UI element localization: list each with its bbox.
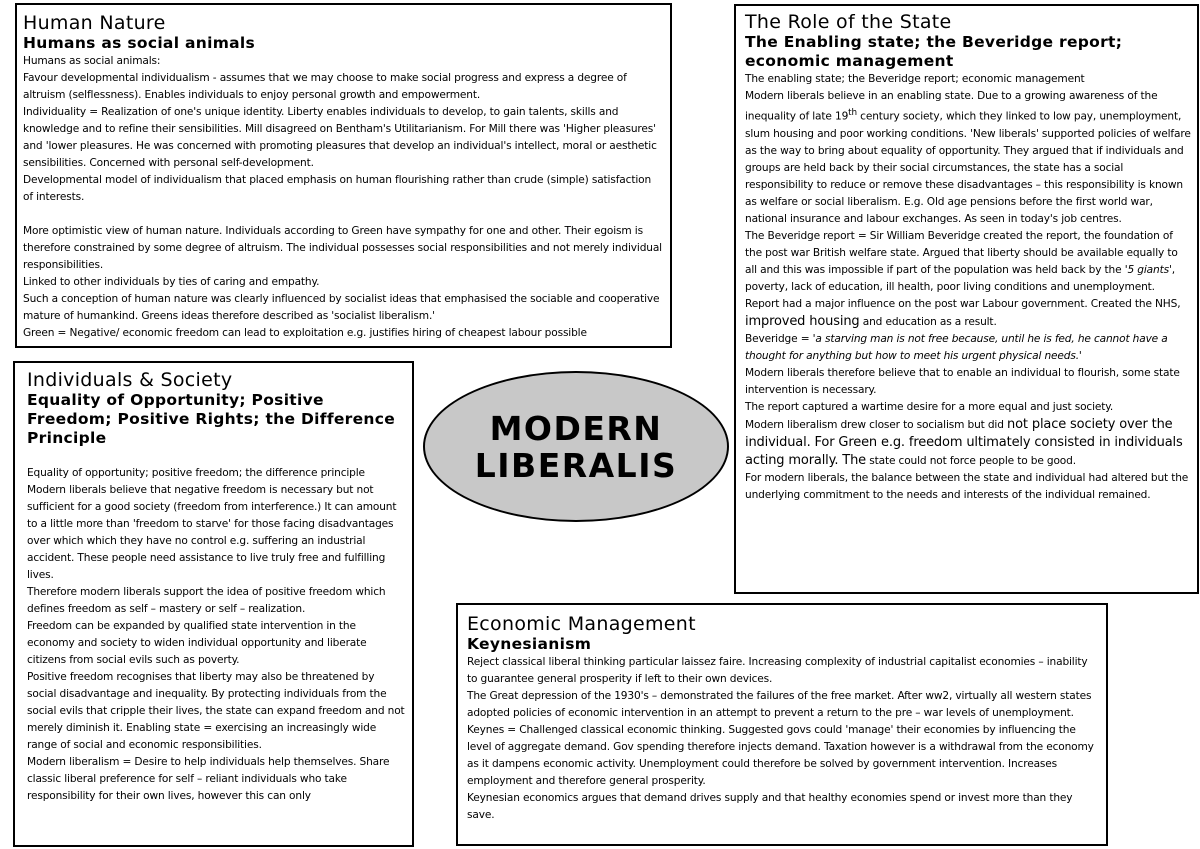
paragraph: Freedom can be expanded by qualified state intervention in the economy and society to widen individual opportunity and liberate citizens from social evils such as poverty.	[27, 620, 367, 666]
large-text: improved housing	[745, 313, 860, 329]
human-nature-title: Human Nature	[23, 12, 166, 34]
paragraph: Modern liberalism = Desire to help individuals help themselves. Share classic liberal preference for self – reliant individuals who take responsibility for their own lives, however this can only	[27, 756, 390, 802]
economic-management-title: Economic Management	[467, 613, 696, 635]
paragraph: Keynesian economics argues that demand drives supply and that healthy economies spend or invest more than they save.	[467, 792, 1073, 821]
paragraph	[745, 228, 1192, 331]
italic-quote: a starving man is not free because, until he is fed, he cannot have a thought for anything but how to meet his urgent physical needs.	[745, 332, 1168, 362]
paragraph	[745, 88, 1192, 228]
text-run: Beveridge = '	[745, 332, 816, 345]
central-topic-title: MODERN LIBERALIS	[474, 408, 678, 485]
paragraph	[745, 331, 1192, 365]
individuals-society-title: Individuals & Society	[27, 369, 233, 391]
paragraph: The Great depression of the 1930's – demonstrated the failures of the free market. After ww2, virtually all western states adopted policies of economic intervention in an attempt to prevent a return to the pre – war levels of unemployment.	[467, 690, 1092, 719]
paragraph: Green = Negative/ economic freedom can lead to exploitation e.g. justifies hiring of cheapest labour possible	[23, 327, 587, 339]
paragraph: Equality of opportunity; positive freedom; the difference principle	[27, 467, 365, 479]
economic-management-box	[456, 603, 1108, 846]
role-of-state-box	[734, 4, 1199, 594]
paragraph: Keynes = Challenged classical economic thinking. Suggested govs could 'manage' their economies by influencing the level of aggregate demand. Gov spending therefore injects demand. Taxation however is a withdrawal from the economy as it dampens economic activity. Unemployment could therefore be solved by government intervention. Increases employment and therefore general prosperity.	[467, 724, 1094, 787]
superscript: th	[848, 108, 857, 118]
text-run: The Beveridge report = Sir William Beveridge created the report, the foundation of the post war British welfare state. Argued that liberty should be available equally to all and this was impossible if part of the population was held back by the '	[745, 229, 1178, 276]
individuals-society-subtitle: Equality of Opportunity; Positive Freedom; Positive Rights; the Difference Principle	[27, 391, 396, 447]
text-run: state could not force people to be good.	[866, 454, 1076, 467]
paragraph-gap	[27, 448, 405, 465]
paragraph: More optimistic view of human nature. Individuals according to Green have sympathy for one and other. Their egoism is therefore constrained by some degree of altruism. The individual possesses social responsibilities and not merely individual responsibilities.	[23, 225, 662, 271]
paragraph-gap	[23, 206, 664, 223]
text-run: Modern liberalism drew closer to socialism but did	[745, 418, 1008, 431]
paragraph: Such a conception of human nature was clearly influenced by socialist ideas that emphasised the sociable and cooperative mature of humankind. Greens ideas therefore described as 'socialist liberalism.'	[23, 293, 660, 322]
paragraph: For modern liberals, the balance between the state and individual had altered but the underlying commitment to the needs and interests of the individual remained.	[745, 471, 1189, 501]
paragraph: The enabling state; the Beveridge report; economic management	[745, 73, 1085, 85]
individuals-society-box	[13, 361, 414, 847]
role-of-state-title: The Role of the State	[745, 11, 952, 33]
economic-management-subtitle: Keynesianism	[467, 635, 592, 653]
text-run: ', poverty, lack of education, ill health, poor living conditions and unemployment. Report had a major influence on the post war Labour government. Created the NHS,	[745, 263, 1181, 310]
human-nature-subtitle: Humans as social animals	[23, 34, 256, 52]
paragraph: Favour developmental individualism - assumes that we may choose to make social progress and express a degree of altruism (selflessness). Enables individuals to enjoy personal growth and empowerment.	[23, 72, 627, 101]
individuals-society-body	[27, 465, 405, 805]
human-nature-body	[23, 53, 664, 342]
large-text: not place society over the individual. For Green e.g. freedom ultimately consisted in individuals acting morally. The	[745, 416, 1183, 468]
text-run: century society, which they linked to low pay, unemployment, slum housing and poor working conditions. 'New liberals' supported policies of welfare as the way to bring about equality of opportunity. They argued that if individuals and groups are held back by their social circumstances, the state has a social responsibility to reduce or remove these disadvantages – this responsibility is known as welfare or social liberalism. E.g. Old age pensions before the first world war, national insurance and labour exchanges. As seen in today's job centres.	[745, 110, 1191, 225]
paragraph: Modern liberals believe that negative freedom is necessary but not sufficient for a good society (freedom from interference.) It can amount to a little more than 'freedom to starve' for those facing disadvantages over which which they have no control e.g. suffering an industrial accident. These people need assistance to live truly free and fulfilling lives.	[27, 484, 397, 581]
paragraph: The report captured a wartime desire for a more equal and just society.	[745, 400, 1114, 413]
italic-text: 5 giants	[1127, 263, 1169, 276]
economic-management-body	[467, 654, 1101, 824]
text-run: Modern liberals believe in an enabling state. Due to a growing awareness of the inequality of late 19	[745, 90, 1158, 123]
paragraph: Linked to other individuals by ties of caring and empathy.	[23, 276, 320, 288]
role-of-state-body	[745, 71, 1192, 504]
paragraph: Individuality = Realization of one's unique identity. Liberty enables individuals to develop, to gain talents, skills and knowledge and to refine their sensibilities. Mill disagreed on Bentham's Utilitarianism. For Mill there was 'Higher pleasures' and 'lower pleasures. He was concerned with promoting pleasures that develop an individual's intellect, moral or aesthetic sensibilities. Concerned with personal self-development.	[23, 106, 657, 169]
paragraph: Humans as social animals:	[23, 55, 161, 67]
paragraph: Reject classical liberal thinking particular laissez faire. Increasing complexity of industrial capitalist economies – inability to guarantee general prosperity if left to their own devices.	[467, 656, 1088, 685]
text-run: and education as a result.	[859, 315, 997, 328]
role-of-state-subtitle: The Enabling state; the Beveridge report; economic management	[745, 33, 1123, 70]
paragraph: Modern liberals therefore believe that to enable an individual to flourish, some state intervention is necessary.	[745, 366, 1180, 396]
paragraph: Developmental model of individualism that placed emphasis on human flourishing rather than crude (simple) satisfaction of interests.	[23, 174, 652, 203]
central-topic-ellipse	[423, 371, 729, 522]
human-nature-box	[15, 3, 672, 348]
paragraph: Positive freedom recognises that liberty may also be threatened by social disadvantage and inequality. By protecting individuals from the social evils that cripple their lives, the state can expand freedom and not merely diminish it. Enabling state = exercising an increasingly wide range of social and economic responsibilities.	[27, 671, 405, 751]
paragraph	[745, 416, 1192, 470]
text-run: '	[1078, 349, 1082, 362]
paragraph: Therefore modern liberals support the idea of positive freedom which defines freedom as self – mastery or self – realization.	[27, 586, 386, 615]
